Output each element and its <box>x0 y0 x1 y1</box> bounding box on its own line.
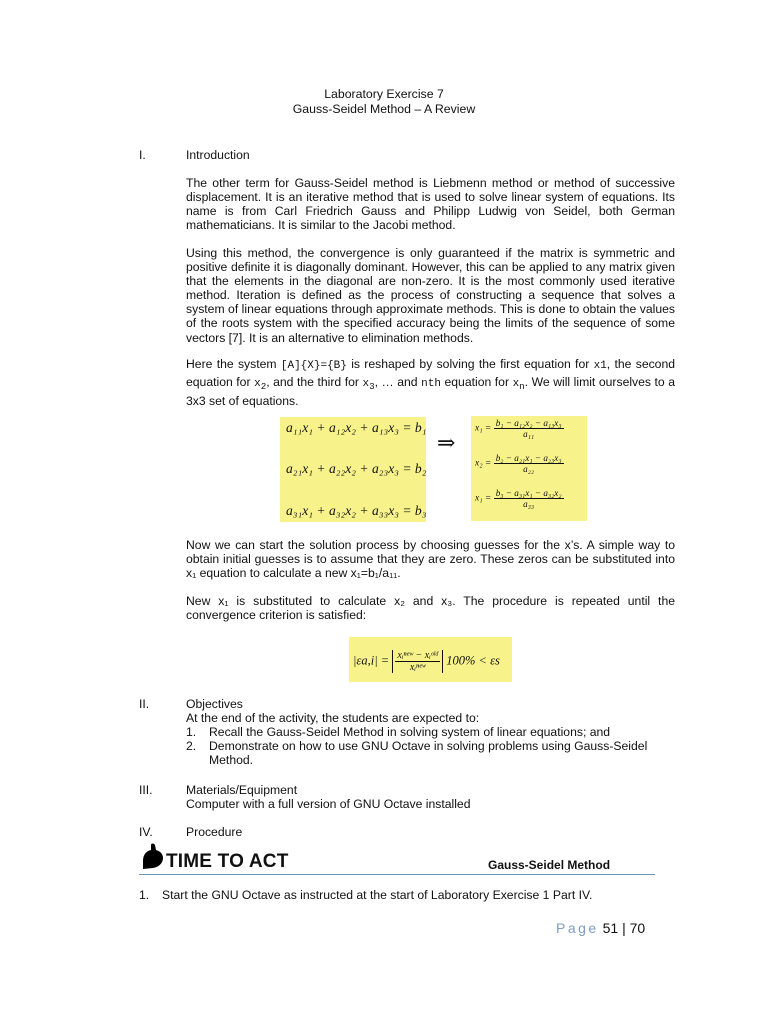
section-heading: Objectives <box>186 697 243 711</box>
page-number: 51 <box>602 920 619 936</box>
page-footer <box>556 920 645 936</box>
solution-row-2: x₂ = $\frac{\text{b₂ − a₂₁x₁ − a₂₃x₃}}{\text{a₂₂}}$ <box>475 453 562 474</box>
convergence-criterion-box <box>349 637 512 682</box>
document-subtitle: Gauss-Seidel Method – A Review <box>292 102 476 116</box>
intro-paragraph-3: Here the system [A]{X}={B} is reshaped by solving the first equation for x1, the second equation for $x_2$, and the third for $x_3$, … and nth equation for $x_n$. We will limit ourselves to a 3x3 set of equations. <box>186 357 676 409</box>
criterion-formula: |εa,i| = $\frac{\text{xᵢⁿᵉʷ − xᵢᵒˡᵈ}}{\text{xᵢⁿᵉʷ}}$ 100% < εs <box>353 650 500 673</box>
step-text: Start the GNU Octave as instructed at the start of Laboratory Exercise 1 Part IV. <box>162 888 593 902</box>
flexed-arm-icon <box>140 842 166 872</box>
section-heading: Materials/Equipment <box>186 783 298 797</box>
objectives-list <box>186 725 675 767</box>
solution-row-3: x₁ = $\frac{\text{b₃ − a₃₁x₁ − a₃₂x₂}}{\text{a₃₃}}$ <box>475 488 562 509</box>
banner-subtitle: Gauss-Seidel Method <box>488 858 611 872</box>
list-item: 2. Demonstrate on how to use GNU Octave in solving problems using Gauss-Seidel Method. <box>186 739 648 768</box>
intro-paragraph-2: Using this method, the convergence is only guaranteed if the matrix is symmetric and positive definite it is diagonally dominant. However, this can be applied to any matrix given that the elements in the diagonal are non-zero. It is the most commonly used iterative method. Iteration is defined as the process of constructing a sequence that solves a system of linear equations through approximate methods. This is done to obtain the values of the roots system with the specified accuracy being the limits of the sequence of some vectors [7]. It is an alternative to elimination methods. <box>186 246 675 345</box>
equation-row-2: a₂₁x₁ + a₂₂x₂ + a₂₃x₃ = b₂ <box>286 461 427 476</box>
solution-row-1: x₁ = $\frac{\text{b₁ − a₁₂x₂ − a₁₃x₃}}{\text{a₁₁}}$ <box>475 418 562 439</box>
total-pages: 70 <box>629 920 646 936</box>
page-label: Page <box>556 920 599 936</box>
banner-divider <box>139 874 655 875</box>
section-number: IV. <box>139 825 153 839</box>
section-number: III. <box>139 783 153 797</box>
intro-paragraph-1: The other term for Gauss-Seidel method is Liebmenn method or method of successive displacement. It is an iterative method that is used to solve linear system of equations. Its name is from Carl Friedrich Gauss and Philipp Ludwig von Seidel, both German mathematicians. It is similar to the Jacobi method. <box>186 176 675 233</box>
objectives-intro: At the end of the activity, the students are expected to: <box>186 711 480 725</box>
solution-equations-box <box>471 416 587 521</box>
section-heading: Introduction <box>186 148 250 162</box>
section-number: I. <box>139 148 146 162</box>
intro-paragraph-5: New x₁ is substituted to calculate x₂ and x₃. The procedure is repeated until the convergence criterion is satisfied: <box>186 594 675 623</box>
step-number: 1. <box>139 888 150 902</box>
section-number: II. <box>139 697 150 711</box>
list-item: 1. Recall the Gauss-Seidel Method in solving system of linear equations; and <box>186 725 611 739</box>
section-heading: Procedure <box>186 825 243 839</box>
page-separator: | <box>622 920 626 936</box>
document-title: Laboratory Exercise 7 <box>324 87 444 101</box>
equation-system-box <box>280 417 426 522</box>
materials-text: Computer with a full version of GNU Octave installed <box>186 797 471 811</box>
equation-row-3: a₃₁x₁ + a₃₂x₂ + a₃₃x₃ = b₃ <box>286 503 427 518</box>
equation-row-1: a₁₁x₁ + a₁₂x₂ + a₁₃x₃ = b₁ <box>286 420 427 435</box>
implies-arrow: ⇒ <box>437 431 456 456</box>
intro-paragraph-4: Now we can start the solution process by choosing guesses for the x’s. A simple way to obtain initial guesses is to assume that they are zero. These zeros can be substituted into x₁ equation to calculate a new x₁=b₁/a₁₁. <box>186 538 675 581</box>
banner-title: TIME TO ACT <box>166 851 289 872</box>
